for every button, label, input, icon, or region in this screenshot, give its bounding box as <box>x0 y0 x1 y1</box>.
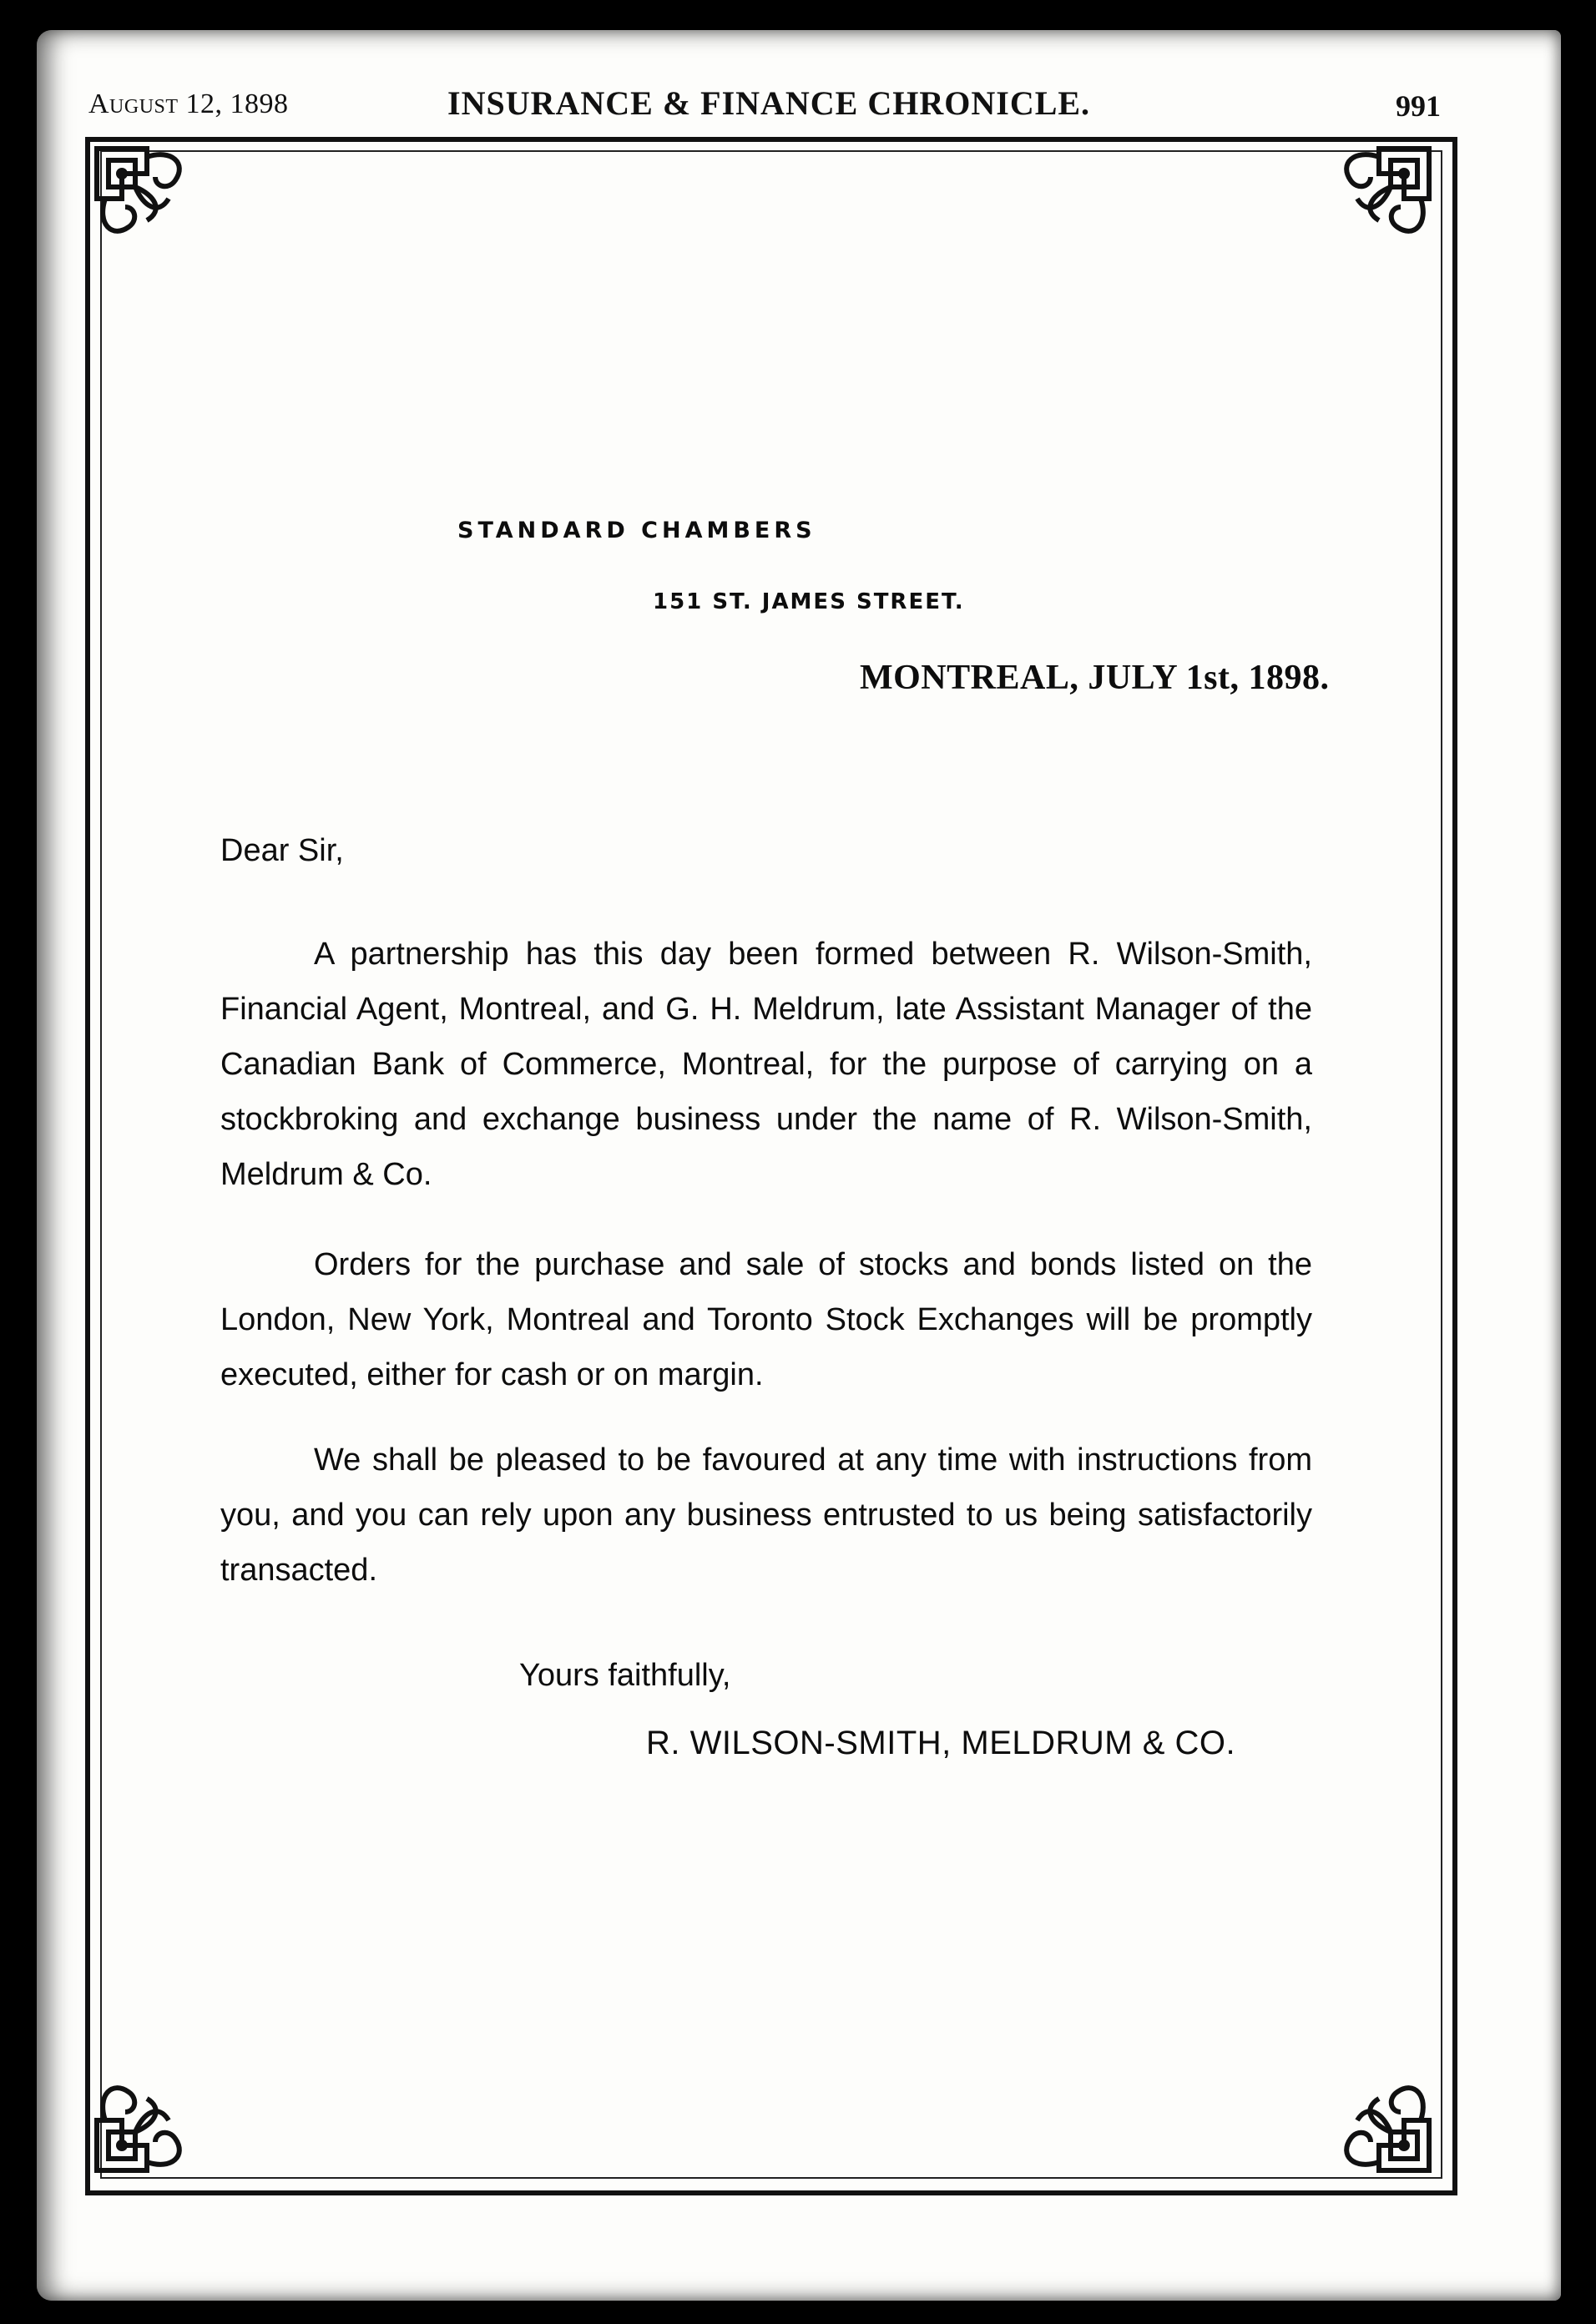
page-number: 991 <box>1396 89 1441 123</box>
letter-paragraph: Orders for the purchase and sale of stocks and bonds listed on the London, New York, Montreal and Toronto Stock Exchanges will be promptly executed, either for cash or on margin. <box>220 1247 1312 1392</box>
letter-salutation: Dear Sir, <box>220 833 344 868</box>
issue-date: August 12, 1898 <box>88 88 289 119</box>
letter-closing: Yours faithfully, <box>519 1658 731 1693</box>
celtic-knot-corner-icon <box>1329 140 1437 249</box>
publication-title: INSURANCE & FINANCE CHRONICLE. <box>447 84 1091 122</box>
celtic-knot-corner-icon <box>88 2070 197 2179</box>
letter-paragraph: We shall be pleased to be favoured at any time with instructions from you, and you can rely upon any business entrusted to us being satisfactorily transacted. <box>220 1442 1312 1588</box>
letter-dateline: MONTREAL, JULY 1st, 1898. <box>860 659 1330 697</box>
letter-paragraph: A partnership has this day been formed between R. Wilson-Smith, Financial Agent, Montreal, and G. H. Meldrum, late Assistant Manager of the Canadian Bank of Commerce, Montreal, for the purpose of carrying on a stockbroking and exchange business under the name of R. Wilson-Smith, Meldrum & Co. <box>220 937 1312 1192</box>
celtic-knot-corner-icon <box>1329 2070 1437 2179</box>
letterhead-street: 151 ST. JAMES STREET. <box>653 589 965 614</box>
letterhead-building: STANDARD CHAMBERS <box>457 518 816 543</box>
celtic-knot-corner-icon <box>88 140 197 249</box>
letter-signature: R. WILSON-SMITH, MELDRUM & CO. <box>646 1725 1236 1761</box>
page-header <box>0 82 1596 132</box>
